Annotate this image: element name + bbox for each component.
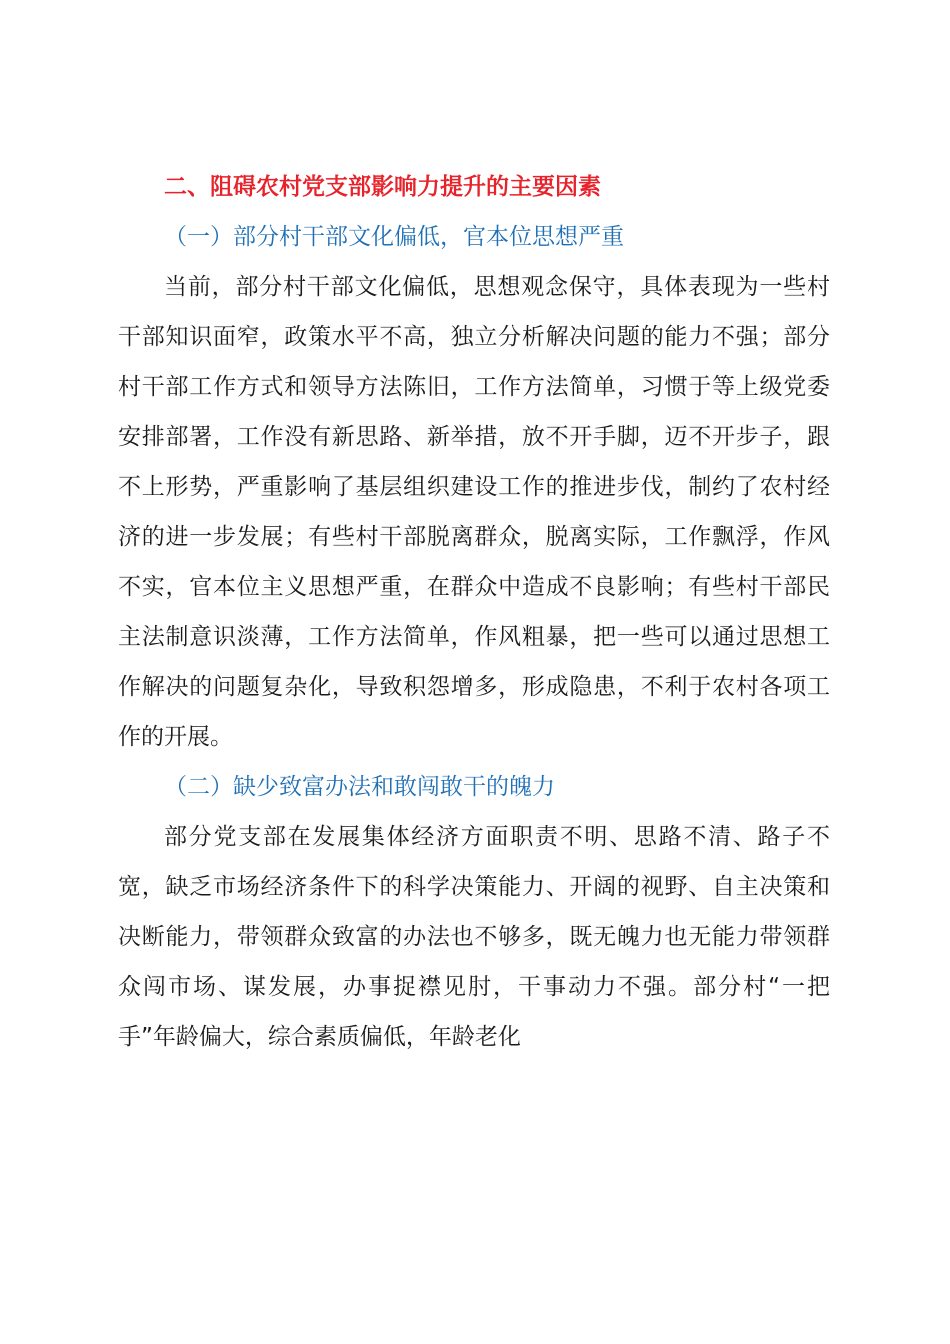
section-heading-main: 二、阻碍农村党支部影响力提升的主要因素 bbox=[164, 174, 601, 200]
subsection-heading-1: （一）部分村干部文化偏低，官本位思想严重 bbox=[164, 224, 624, 250]
body-paragraph-1: 当前，部分村干部文化偏低，思想观念保守，具体表现为一些村干部知识面窄，政策水平不高，独立分析解决问题的能力不强；部分村干部工作方式和领导方法陈旧，工作方法简单，习惯于等上级党委安排部署，工作没有新思路、新举措，放不开手脚，迈不开步子，跟不上形势，严重影响了基层组织建设工作的推进步伐，制约了农村经济的进一步发展；有些村干部脱离群众，脱离实际，工作飘浮，作风不实，官本位主义思想严重，在群众中造成不良影响；有些村干部民主法制意识淡薄，工作方法简单，作风粗暴，把一些可以通过思想工作解决的问题复杂化，导致积怨增多，形成隐患，不利于农村各项工作的开展。 bbox=[118, 274, 830, 750]
body-paragraph-2: 部分党支部在发展集体经济方面职责不明、思路不清、路子不宽，缺乏市场经济条件下的科学决策能力、开阔的视野、自主决策和决断能力，带领群众致富的办法也不够多，既无魄力也无能力带领群众闯市场、谋发展，办事捉襟见肘，干事动力不强。部分村“一把手”年龄偏大，综合素质偏低，年龄老化 bbox=[118, 824, 830, 1050]
document-content bbox=[118, 162, 830, 1062]
subsection-heading-2: （二）缺少致富办法和敢闯敢干的魄力 bbox=[164, 774, 555, 800]
